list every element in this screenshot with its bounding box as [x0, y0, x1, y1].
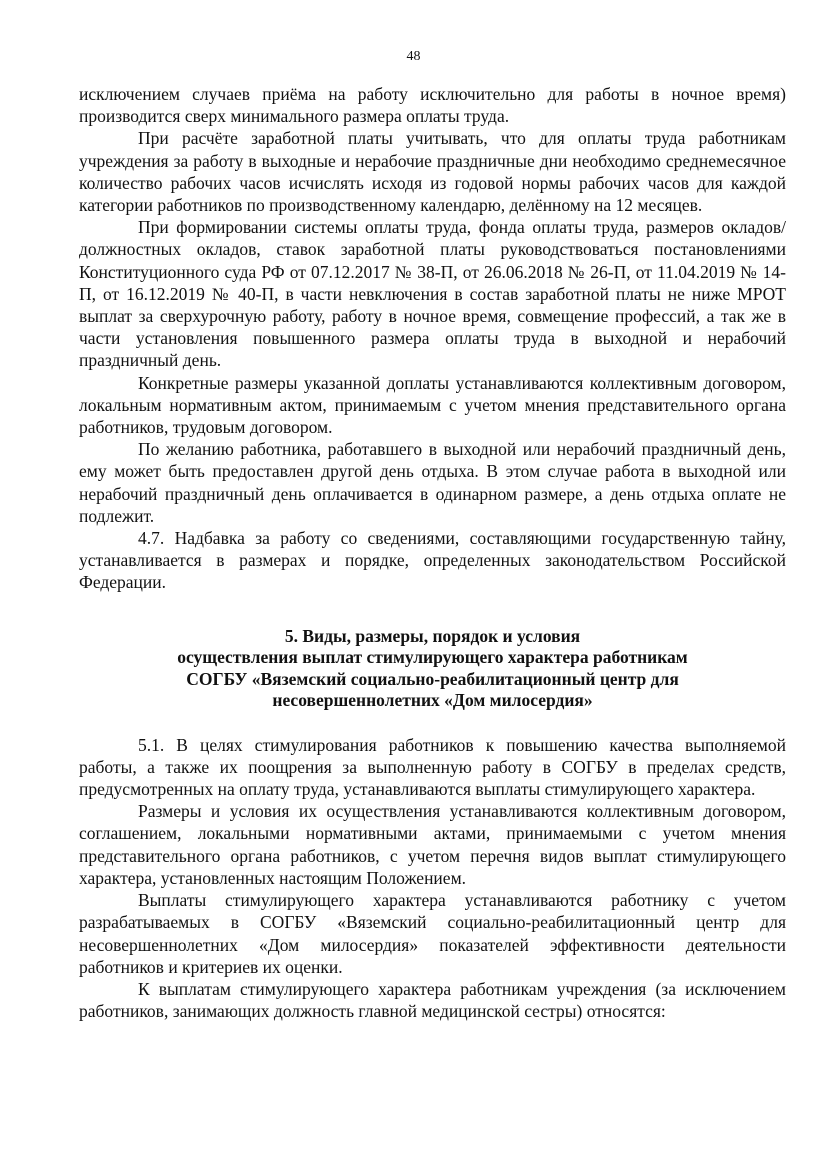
document-body — [79, 83, 786, 1022]
heading-line: несовершеннолетних «Дом милосердия» — [272, 690, 593, 711]
page-number: 48 — [406, 49, 421, 64]
paragraph-surcharge-sizes: Конкретные размеры указанной доплаты устанавливаются коллективным договором, локальным нормативным актом, принимаемым с учетом мнения представительного органа работников, трудовым договором. — [79, 372, 786, 438]
paragraph-efficiency-indicators: Выплаты стимулирующего характера устанавливаются работнику с учетом разрабатываемых в СОГБУ «Вяземский социально-реабилитационный центр для несовершеннолетних «Дом милосердия» показателей эффективности деятельности работников и критериев их оценки. — [79, 890, 786, 977]
paragraph-day-off: По желанию работника, работавшего в выходной или нерабочий праздничный день, ему может быть предоставлен другой день отдыха. В этом случае работа в выходной или нерабочий праздничный день оплачивается в одинарном размере, а день отдыха оплате не подлежит. — [79, 439, 786, 526]
paragraph-4-7: 4.7. Надбавка за работу со сведениями, составляющими государственную тайну, устанавливается в размерах и порядке, определенных законодательством Российской Федерации. — [79, 528, 786, 593]
heading-line: осуществления выплат стимулирующего характера работникам — [177, 647, 688, 668]
paragraph-incentive-list-intro: К выплатам стимулирующего характера работникам учреждения (за исключением работников, занимающих должность главной медицинской сестры) относятся: — [79, 978, 786, 1022]
paragraph-conditions: Размеры и условия их осуществления устанавливаются коллективным договором, соглашением, локальными нормативными актами, принимаемыми с учетом мнения представительного органа работников, с учетом перечня видов выплат стимулирующего характера, установленных настоящим Положением. — [79, 801, 786, 888]
paragraph-continuation: исключением случаев приёма на работу исключительно для работы в ночное время) производится сверх минимального размера оплаты труда. — [79, 84, 786, 127]
section-5-heading — [79, 626, 786, 712]
paragraph-5-1: 5.1. В целях стимулирования работников к повышению качества выполняемой работы, а также их поощрения за выполненную работу в СОГБУ в пределах средств, предусмотренных на оплату труда, устанавливаются выплаты стимулирующего характера. — [79, 734, 786, 800]
heading-line: СОГБУ «Вяземский социально-реабилитационный центр для — [186, 668, 679, 689]
heading-line: 5. Виды, размеры, порядок и условия — [284, 625, 581, 646]
paragraph-constitutional-court: При формировании системы оплаты труда, фонда оплаты труда, размеров окладов/должностных окладов, ставок заработной платы руководствоваться постановлениями Конституционного суда РФ от 07.12.2017 № 38-П, от 26.06.2018 № 26-П, от 11.04.2019 № 14-П, от 16.12.2019 № 40-П, в части невключения в состав заработной платы не ниже МРОТ выплат за сверхурочную работу, работу в ночное время, совмещение профессий, а так же в части установления повышенного размера оплаты труда в выходной и нерабочий праздничный день. — [79, 217, 786, 371]
paragraph-salary-calculation: При расчёте заработной платы учитывать, что для оплаты труда работникам учреждения за работу в выходные и нерабочие праздничные дни необходимо среднемесячное количество рабочих часов исчислять исходя из годовой нормы рабочих часов для каждой категории работников по производственному календарю, делённому на 12 месяцев. — [79, 128, 786, 216]
